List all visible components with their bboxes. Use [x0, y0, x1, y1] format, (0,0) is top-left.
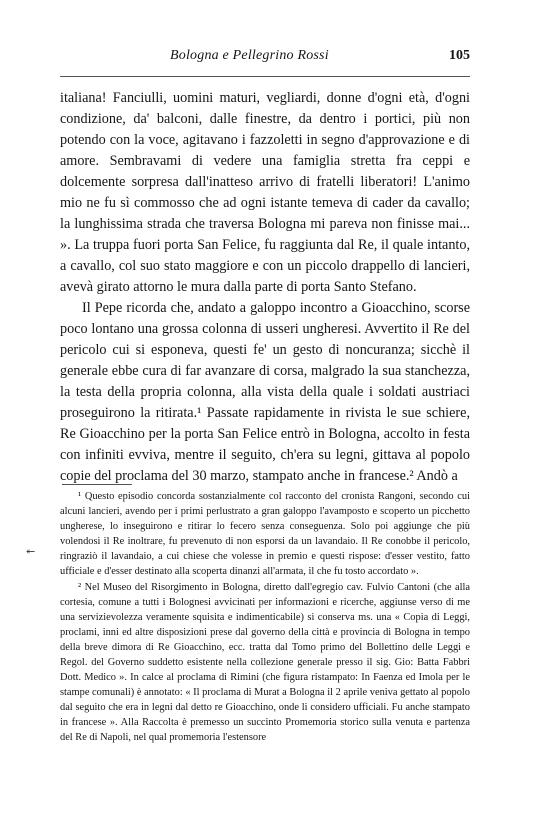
margin-mark: ↞ — [26, 546, 36, 558]
paragraph: italiana! Fanciulli, uomini maturi, vegliardi, donne d'ogni età, d'ogni condizione, da' balconi, dalle finestre, da dentro i portici, più non potendo con la voce, agitavano i fazzoletti in segno d'approvazione e di amore. Sembravami di vedere una famiglia stretta fra ceppi e dolcemente sorpresa dall'inatteso arrivo di fratelli liberatori! L'animo mio ne fu sì commosso che ad ogni istante temeva di cader da cavallo; la lunghissima strada che traversa Bologna mi pareva non finisse mai... ». La truppa fuori porta San Felice, fu raggiunta dal Re, il quale intanto, a cavallo, col suo stato maggiore e con un piccolo drappello di lancieri, avevà girato attorno le mura dalla parte di porta Santo Stefano. — [60, 90, 470, 295]
main-text — [60, 88, 470, 487]
footnotes — [60, 490, 470, 747]
header-rule — [60, 76, 470, 77]
footnote-separator — [62, 484, 132, 485]
footnote-2: ² Nel Museo del Risorgimento in Bologna, diretto dall'egregio cav. Fulvio Cantoni (che alla cortesia, comune a tutti i Bolognesi avvicinati per informazioni e ricerche, aggiunse verso di me una servizievolezza veramente squisita e indimenticabile) si conserva ms. una « Copia di Leggi, proclami, inni ed altre disposizioni prese dal governo della città e provincia di Bologna in tempo della breve dimora di Re Gioacchino, ecc. tratta dal Tomo primo del Bollettino delle Leggi e Regol. del Governo suddetto esistente nella collezione generale presso il sig. Gio: Batta Fabbri Dott. Medico ». In calce al proclama di Rimini (che figura ristampato: In Faenza ed Imola per le stampe comunali) è annotato: « Il proclama di Murat a Bologna il 2 aprile veniva gettato al popolo dal seguito che era in legni dal detto re Gioacchino, onde li considero ufficiali. Fu anche stampato in francese ». Alla Raccolta è premesso un succinto Promemoria storico sulla venuta e partenza del Re di Napoli, nel qual promemoria l'estensore — [60, 582, 470, 743]
page-header — [58, 48, 470, 70]
running-head: Bologna e Pellegrino Rossi — [170, 48, 329, 63]
paragraph: Il Pepe ricorda che, andato a galoppo incontro a Gioacchino, scorse poco lontano una grossa colonna di usseri ungheresi. Avvertito il Re del pericolo cui si esponeva, questi fe' un gesto di noncuranza; sicchè il generale ebbe cura di far avanzare di corsa, malgrado la sua stanchezza, la testa della propria colonna, alla vista della quale i soldati austriaci proseguirono la ritirata.¹ Passate rapidamente in rivista le sue schiere, Re Gioacchino per la porta San Felice entrò in Bologna, accolto in festa con infiniti evviva, mentre il seguito, ch'era su legni, gittava al popolo copie del proclama del 30 marzo, stampato anche in francese.² Andò a — [60, 300, 470, 484]
page-number: 105 — [449, 48, 470, 63]
footnote-1: ¹ Questo episodio concorda sostanzialmente col racconto del cronista Rangoni, secondo cui alcuni lancieri, avendo per i primi perlustrato a gran galoppo l'avamposto e scoperto un picchetto ungherese, lo inseguirono e ritirar lo fecero senza conseguenza. Solo poi aggiunge che più volendosi il Re inoltrare, fu prevenuto di non esporsi da un lavandaio. Il Re conobbe il pericolo, ringraziò il lavandaio, a cui chiese che volesse in premio e questi rispose: d'esser vestito, fatto ufficiale e d'esser destinato alla scoperta dinanzi all'armata, il che fu tosto accordato ». — [60, 491, 470, 577]
